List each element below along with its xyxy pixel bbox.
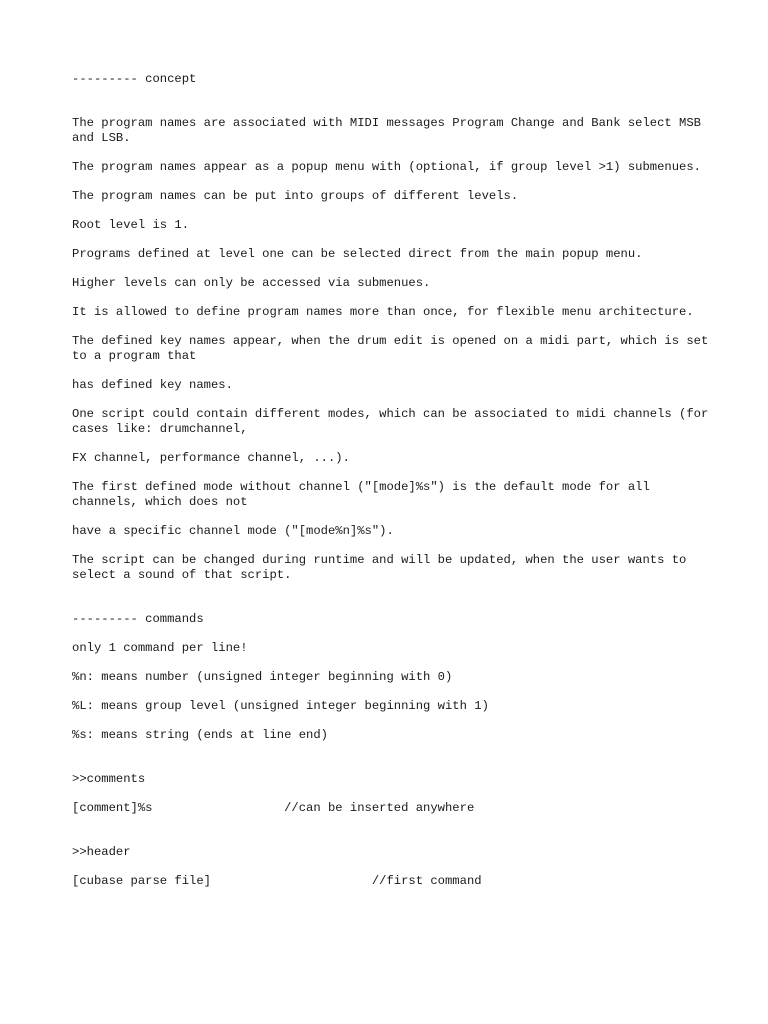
concept-paragraph: has defined key names. [72,378,233,392]
commands-line: only 1 command per line! [72,641,248,655]
concept-paragraph: FX channel, performance channel, ...). [72,451,350,465]
commands-heading: --------- commands [72,612,204,626]
concept-paragraph: One script could contain different modes, which can be associated to midi channels (for cases like: drumchannel, [72,407,716,436]
concept-paragraph: Root level is 1. [72,218,190,232]
commands-line: %L: means group level (unsigned integer beginning with 1) [72,699,489,713]
concept-paragraph: have a specific channel mode ("[mode%n]%s"). [72,524,394,538]
concept-paragraph: The script can be changed during runtime and will be updated, when the user wants to select a sound of that script. [72,553,694,582]
concept-paragraph: The program names appear as a popup menu with (optional, if group level >1) submenues. [72,160,701,174]
concept-paragraph: The defined key names appear, when the drum edit is opened on a midi part, which is set to a program that [72,334,716,363]
concept-paragraph: The first defined mode without channel ("[mode]%s") is the default mode for all channels, which does not [72,480,658,509]
concept-heading: --------- concept [72,72,197,86]
commands-line: %s: means string (ends at line end) [72,728,328,742]
concept-paragraph: The program names are associated with MIDI messages Program Change and Bank select MSB and LSB. [72,116,709,145]
document-page [72,72,716,889]
header-heading: >>header [72,845,131,859]
comment-syntax-line: [comment]%s //can be inserted anywhere [72,801,475,815]
concept-paragraph: Higher levels can only be accessed via submenues. [72,276,431,290]
comments-heading: >>comments [72,772,146,786]
concept-paragraph: The program names can be put into groups of different levels. [72,189,519,203]
concept-paragraph: It is allowed to define program names more than once, for flexible menu architecture. [72,305,694,319]
header-syntax-line: [cubase parse file] //first command [72,874,482,888]
concept-paragraph: Programs defined at level one can be selected direct from the main popup menu. [72,247,643,261]
commands-line: %n: means number (unsigned integer beginning with 0) [72,670,453,684]
